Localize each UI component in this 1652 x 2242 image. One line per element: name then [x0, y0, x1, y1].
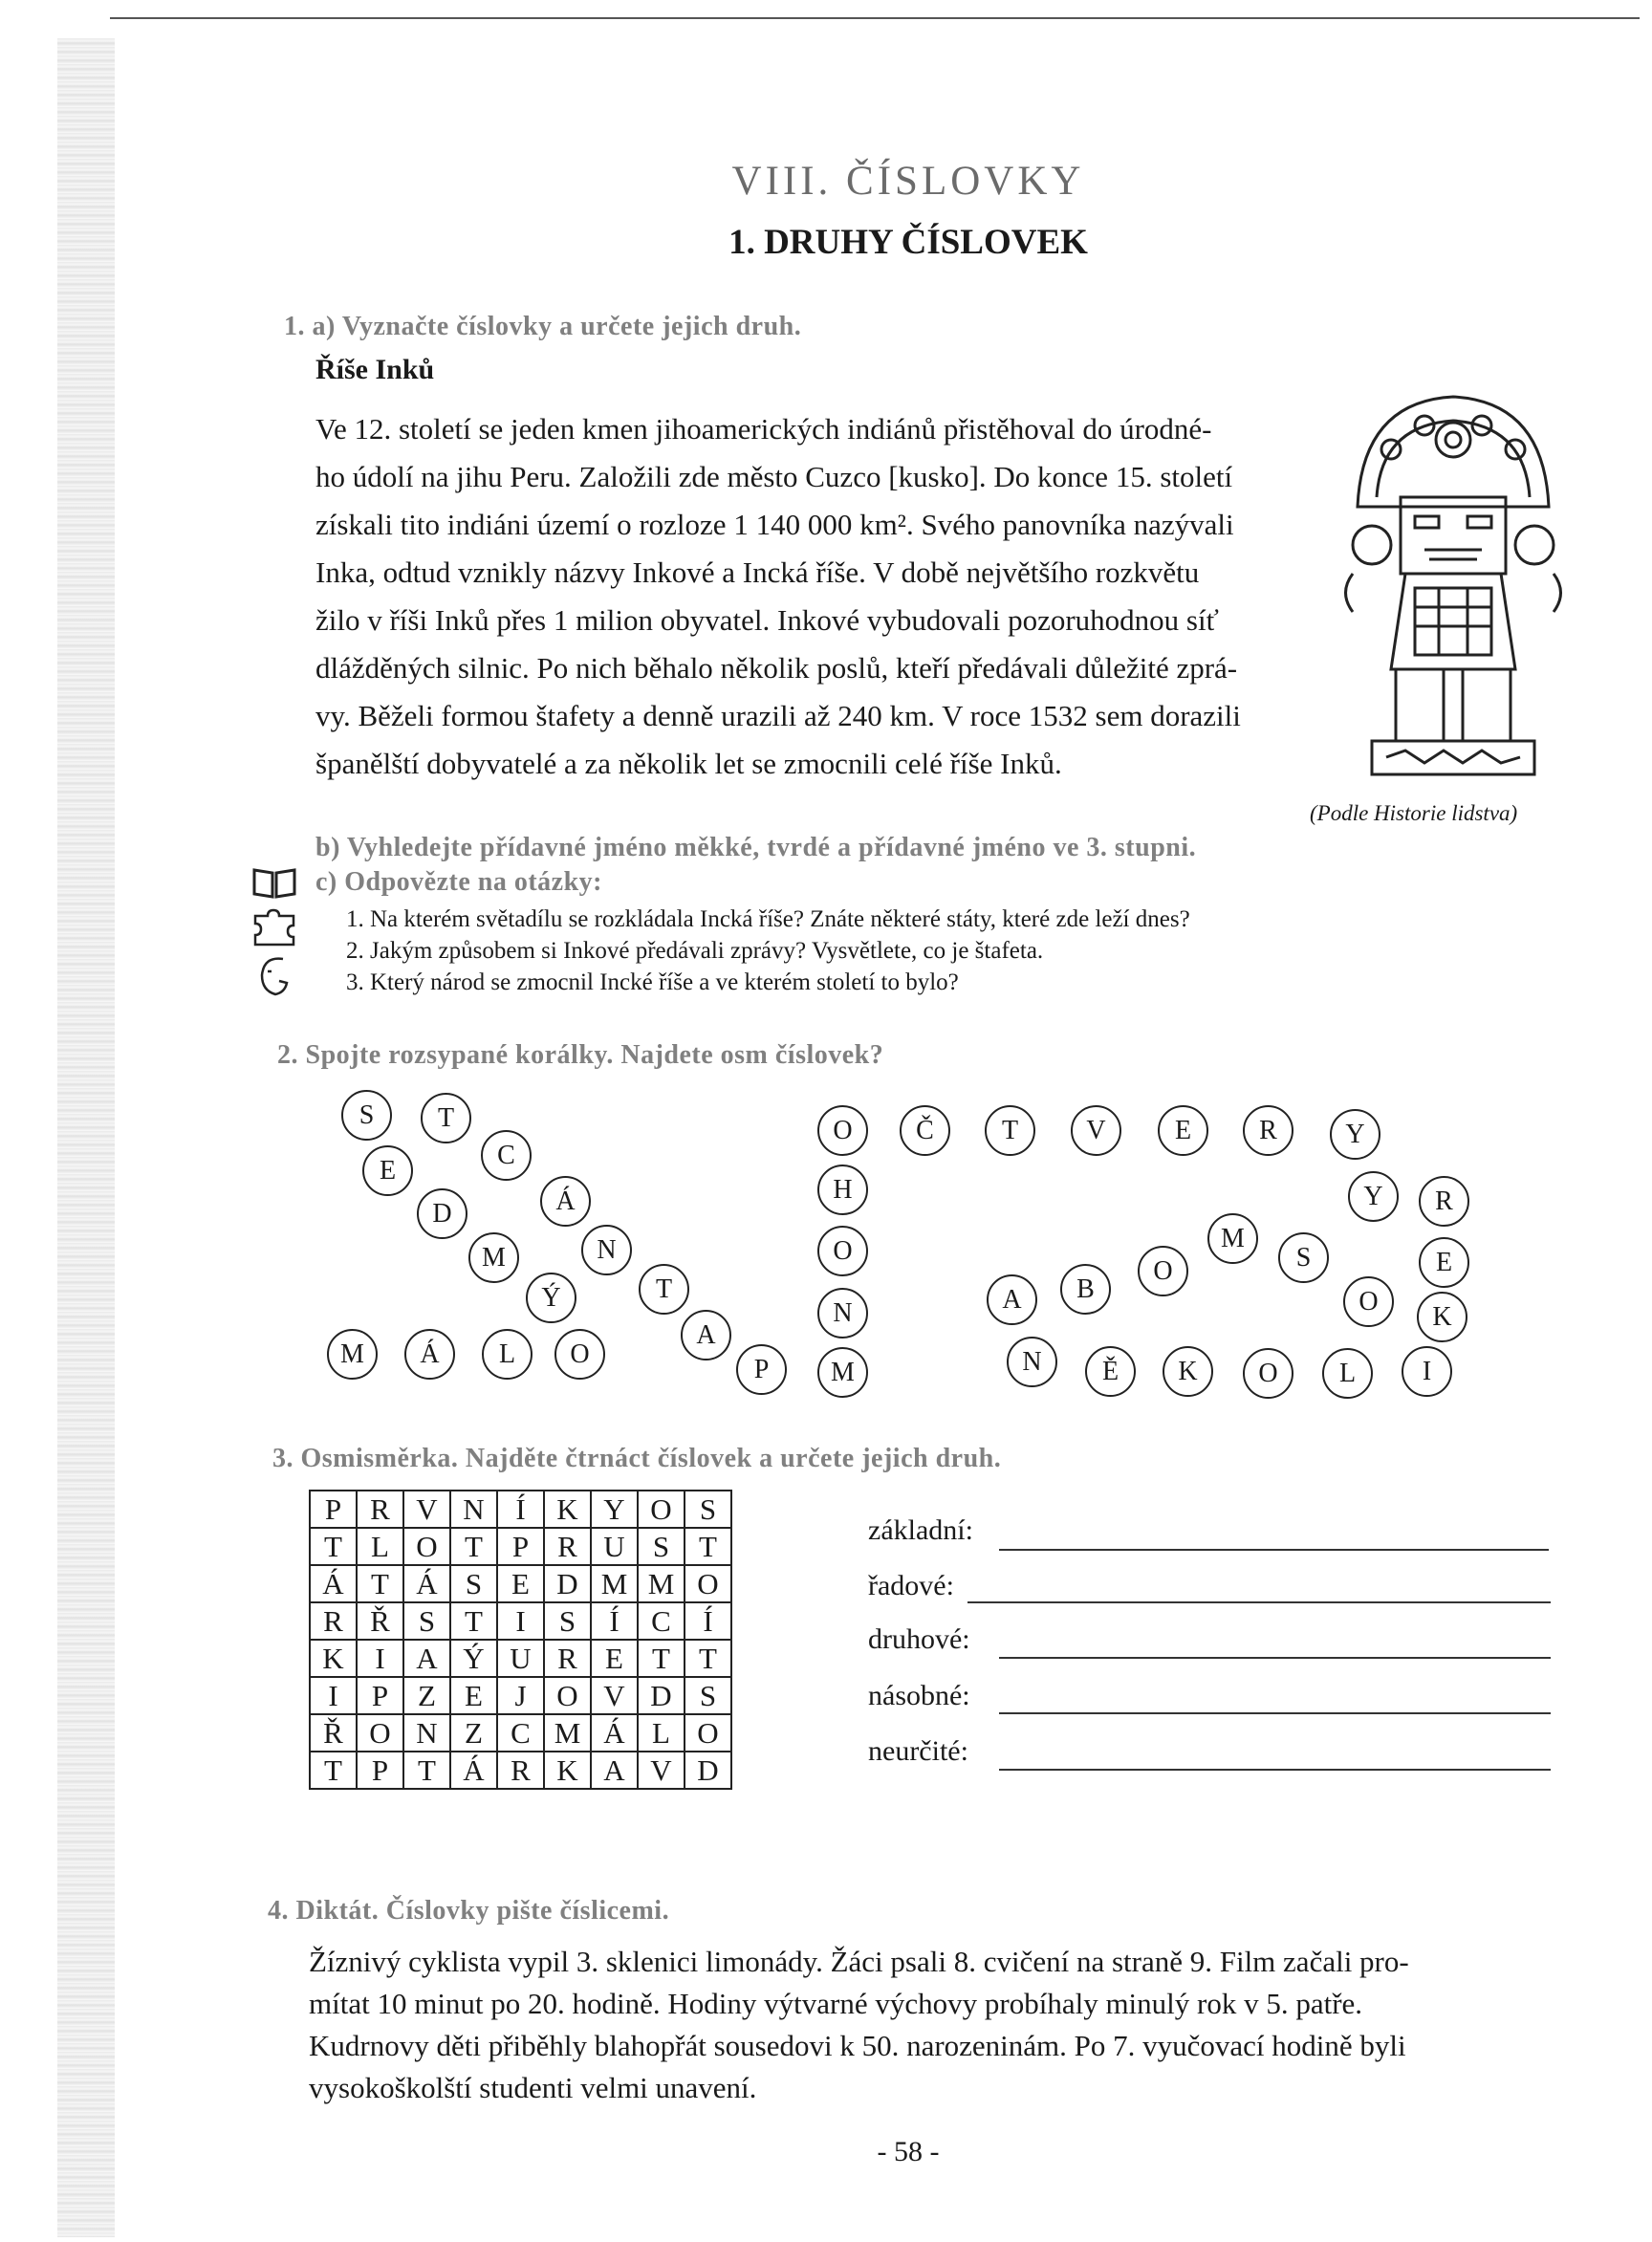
- bead: S: [341, 1090, 392, 1141]
- grid-cell: O: [638, 1491, 685, 1528]
- grid-cell: D: [638, 1677, 685, 1714]
- grid-row: [310, 1752, 731, 1789]
- grid-cell: V: [403, 1491, 450, 1528]
- answer-line-druhove[interactable]: [999, 1657, 1551, 1659]
- bead: L: [482, 1329, 533, 1380]
- bead: B: [1060, 1264, 1111, 1315]
- story-line: dlážděných silnic. Po nich běhalo několik poslů, kteří předávali důležité zprá-: [315, 651, 1238, 685]
- grid-cell: C: [497, 1714, 544, 1752]
- grid-cell: A: [591, 1752, 638, 1789]
- grid-cell: Á: [310, 1565, 357, 1602]
- ex1-task-c: c) Odpovězte na otázky:: [315, 867, 603, 897]
- grid-cell: Í: [497, 1491, 544, 1528]
- grid-row: [310, 1491, 731, 1528]
- bead: Ý: [526, 1273, 576, 1323]
- grid-cell: Z: [450, 1714, 497, 1752]
- answer-label-radove: řadové:: [868, 1570, 954, 1601]
- dictation-line: Kudrnovy děti přiběhly blahopřát sousedovi k 50. narozeninám. Po 7. vyučovací hodině byli: [309, 2029, 1406, 2062]
- grid-cell: O: [357, 1714, 403, 1752]
- story-line: žilo v říši Inků přes 1 milion obyvatel. Inkové vybudovali pozoruhodnou síť: [315, 603, 1219, 637]
- grid-cell: I: [497, 1602, 544, 1640]
- grid-cell: R: [310, 1602, 357, 1640]
- grid-row: [310, 1528, 731, 1565]
- ex1-task-b: b) Vyhledejte přídavné jméno měkké, tvrdé a přídavné jméno ve 3. stupni.: [315, 833, 1197, 862]
- dictation-text: [309, 1941, 1561, 2109]
- bead: O: [1138, 1246, 1188, 1296]
- ex1-task-a: 1. a) Vyznačte číslovky a určete jejich druh.: [284, 312, 802, 341]
- grid-cell: R: [357, 1491, 403, 1528]
- grid-row: [310, 1714, 731, 1752]
- grid-cell: A: [403, 1640, 450, 1677]
- section-title: 1. DRUHY ČÍSLOVEK: [728, 223, 1088, 262]
- grid-cell: Z: [403, 1677, 450, 1714]
- grid-cell: T: [403, 1752, 450, 1789]
- story-line: ho údolí na jihu Peru. Založili zde město Cuzco [kusko]. Do konce 15. století: [315, 460, 1233, 493]
- grid-cell: O: [403, 1528, 450, 1565]
- grid-cell: T: [450, 1528, 497, 1565]
- grid-cell: N: [450, 1491, 497, 1528]
- answer-label-druhove: druhové:: [868, 1623, 970, 1655]
- grid-cell: Ř: [357, 1602, 403, 1640]
- grid-cell: L: [638, 1714, 685, 1752]
- grid-cell: T: [310, 1528, 357, 1565]
- grid-cell: U: [497, 1640, 544, 1677]
- grid-cell: M: [544, 1714, 591, 1752]
- grid-cell: V: [591, 1677, 638, 1714]
- bead: T: [639, 1264, 689, 1315]
- grid-cell: P: [497, 1528, 544, 1565]
- grid-cell: L: [357, 1528, 403, 1565]
- bead: E: [1158, 1105, 1208, 1156]
- bead: Y: [1330, 1109, 1380, 1160]
- grid-cell: R: [544, 1528, 591, 1565]
- bead: E: [1419, 1237, 1469, 1288]
- grid-cell: R: [497, 1752, 544, 1789]
- bead: S: [1278, 1232, 1329, 1283]
- bead: M: [1207, 1213, 1258, 1264]
- grid-cell: K: [310, 1640, 357, 1677]
- bead: E: [362, 1145, 413, 1196]
- grid-cell: V: [638, 1752, 685, 1789]
- grid-cell: S: [450, 1565, 497, 1602]
- bead: L: [1322, 1348, 1373, 1399]
- bead: O: [817, 1226, 868, 1276]
- grid-cell: E: [497, 1565, 544, 1602]
- bead: P: [736, 1344, 787, 1395]
- grid-cell: P: [357, 1677, 403, 1714]
- bead: Á: [540, 1176, 591, 1227]
- ex2-task: 2. Spojte rozsypané korálky. Najdete osm číslovek?: [277, 1040, 884, 1070]
- grid-cell: Ý: [450, 1640, 497, 1677]
- grid-cell: M: [591, 1565, 638, 1602]
- grid-row: [310, 1602, 731, 1640]
- story-title: Říše Inků: [315, 354, 435, 385]
- bead: D: [417, 1188, 467, 1239]
- story-line: Ve 12. století se jeden kmen jihoamerických indiánů přistěhoval do úrodné-: [315, 412, 1212, 446]
- bead: H: [817, 1165, 868, 1215]
- question-item: 3. Který národ se zmocnil Incké říše a ve kterém století to bylo?: [346, 969, 959, 995]
- question-item: 2. Jakým způsobem si Inkové předávali zprávy? Vysvětlete, co je štafeta.: [346, 938, 1044, 964]
- grid-cell: I: [357, 1640, 403, 1677]
- grid-cell: S: [403, 1602, 450, 1640]
- bead: Č: [900, 1105, 950, 1156]
- grid-cell: E: [591, 1640, 638, 1677]
- answer-line-nasobne[interactable]: [999, 1712, 1551, 1714]
- bead: M: [468, 1232, 519, 1283]
- grid-cell: O: [544, 1677, 591, 1714]
- bead: T: [985, 1105, 1035, 1156]
- page-number: - 58 -: [877, 2136, 940, 2167]
- answer-label-nasobne: násobné:: [868, 1680, 970, 1711]
- bead: O: [1343, 1276, 1394, 1327]
- bead: N: [581, 1225, 632, 1275]
- grid-cell: O: [685, 1714, 731, 1752]
- grid-cell: Á: [591, 1714, 638, 1752]
- grid-cell: I: [310, 1677, 357, 1714]
- answer-label-zakladni: základní:: [868, 1514, 973, 1546]
- grid-cell: T: [357, 1565, 403, 1602]
- grid-cell: Í: [591, 1602, 638, 1640]
- grid-cell: Á: [450, 1752, 497, 1789]
- grid-cell: Í: [685, 1602, 731, 1640]
- grid-cell: S: [685, 1491, 731, 1528]
- grid-cell: U: [591, 1528, 638, 1565]
- dictation-line: Žíznivý cyklista vypil 3. sklenici limonády. Žáci psali 8. cvičení na straně 9. Film začali pro-: [309, 1945, 1409, 1978]
- bead: N: [817, 1288, 868, 1339]
- grid-cell: T: [685, 1528, 731, 1565]
- grid-cell: S: [544, 1602, 591, 1640]
- grid-cell: S: [638, 1528, 685, 1565]
- ex3-task: 3. Osmisměrka. Najděte čtrnáct číslovek a určete jejich druh.: [272, 1444, 1002, 1473]
- grid-cell: K: [544, 1752, 591, 1789]
- ex4-task: 4. Diktát. Číslovky pište číslicemi.: [268, 1896, 670, 1926]
- grid-cell: O: [685, 1565, 731, 1602]
- bead: O: [554, 1329, 605, 1380]
- source-credit: (Podle Historie lidstva): [1310, 801, 1518, 825]
- story-line: Inka, odtud vznikly názvy Inkové a Incká říše. V době největšího rozkvětu: [315, 555, 1200, 589]
- bead: N: [1007, 1337, 1057, 1387]
- answer-line-zakladni[interactable]: [999, 1549, 1549, 1551]
- grid-cell: T: [310, 1752, 357, 1789]
- question-item: 1. Na kterém světadílu se rozkládala Incká říše? Znáte některé státy, které zde leží dnes?: [346, 906, 1190, 932]
- story-line: získali tito indiáni území o rozloze 1 140 000 km². Svého panovníka nazývali: [315, 508, 1234, 541]
- grid-cell: D: [685, 1752, 731, 1789]
- bead: M: [817, 1347, 868, 1398]
- dictation-line: mítat 10 minut po 20. hodině. Hodiny výtvarné výchovy probíhaly minulý rok v 5. patře.: [309, 1987, 1363, 2020]
- grid-cell: T: [638, 1640, 685, 1677]
- answer-line-neurcite[interactable]: [999, 1769, 1551, 1771]
- story-line: španělští dobyvatelé a za několik let se zmocnili celé říše Inků.: [315, 747, 1062, 780]
- answer-label-neurcite: neurčité:: [868, 1735, 968, 1767]
- bead: K: [1417, 1292, 1467, 1342]
- grid-cell: Ř: [310, 1714, 357, 1752]
- bead: Ě: [1085, 1346, 1136, 1397]
- word-search-grid: [309, 1490, 732, 1790]
- bead: R: [1243, 1105, 1293, 1156]
- grid-cell: T: [450, 1602, 497, 1640]
- grid-cell: M: [638, 1565, 685, 1602]
- grid-row: [310, 1565, 731, 1602]
- grid-row: [310, 1640, 731, 1677]
- grid-cell: P: [357, 1752, 403, 1789]
- bead: R: [1419, 1176, 1469, 1227]
- bead: C: [481, 1130, 532, 1181]
- bead: V: [1071, 1105, 1121, 1156]
- answer-line-radove[interactable]: [967, 1601, 1551, 1603]
- bead: I: [1402, 1346, 1452, 1397]
- grid-cell: C: [638, 1602, 685, 1640]
- grid-cell: P: [310, 1491, 357, 1528]
- chapter-title: VIII. ČÍSLOVKY: [731, 159, 1085, 204]
- bead: A: [987, 1274, 1037, 1325]
- bead: M: [327, 1329, 378, 1380]
- grid-cell: R: [544, 1640, 591, 1677]
- grid-cell: N: [403, 1714, 450, 1752]
- grid-cell: Á: [403, 1565, 450, 1602]
- grid-cell: S: [685, 1677, 731, 1714]
- bead: Y: [1348, 1171, 1399, 1222]
- bead: Á: [404, 1329, 455, 1380]
- grid-cell: J: [497, 1677, 544, 1714]
- grid-cell: K: [544, 1491, 591, 1528]
- grid-row: [310, 1677, 731, 1714]
- grid-cell: D: [544, 1565, 591, 1602]
- grid-cell: Y: [591, 1491, 638, 1528]
- bead: T: [421, 1093, 471, 1143]
- bead: O: [817, 1105, 868, 1156]
- grid-cell: E: [450, 1677, 497, 1714]
- bead: K: [1163, 1346, 1213, 1397]
- grid-cell: T: [685, 1640, 731, 1677]
- bead: O: [1243, 1348, 1293, 1399]
- dictation-line: vysokoškolští studenti velmi unavení.: [309, 2071, 757, 2104]
- story-line: vy. Běželi formou štafety a denně urazili až 240 km. V roce 1532 sem dorazili: [315, 699, 1241, 732]
- bead: A: [681, 1310, 731, 1360]
